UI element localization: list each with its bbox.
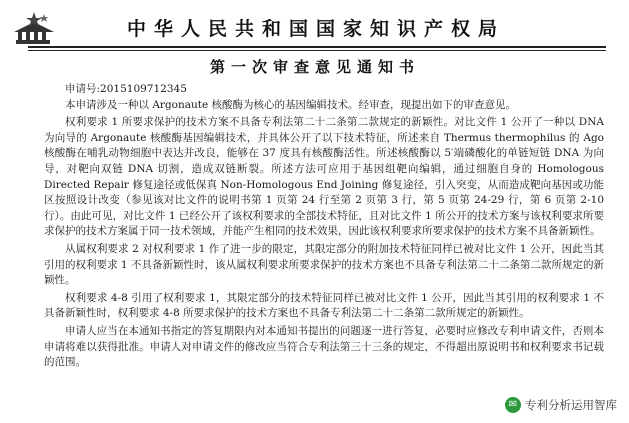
paragraph-claims-4-8: 权利要求 4-8 引用了权利要求 1，其限定部分的技术特征同样已被对比文件 1 公开，因此当其引用的权利要求 1 不具备新颖性时，权利要求 4-8 所要求保护的技术方案也不具备专利法第二十二条第二款所规定的新颖性。 [44, 291, 604, 320]
wechat-icon: ✉ [505, 397, 521, 413]
office-title: 中华人民共和国国家知识产权局 [126, 18, 505, 40]
watermark-text: 专利分析运用智库 [525, 398, 617, 412]
notice-body [44, 82, 604, 373]
watermark [501, 393, 621, 417]
office-emblem-icon [14, 10, 58, 48]
paragraph-intro: 本申请涉及一种以 Argonaute 核酸酶为核心的基因编辑技术。经审查，现提出如下的审查意见。 [65, 98, 517, 111]
paragraph-claim-2: 从属权利要求 2 对权利要求 1 作了进一步的限定，其限定部分的附加技术特征同样已被对比文件 1 公开，因此当其引用的权利要求 1 不具备新颖性时，该从属权利要求所要求保护的技术方案也不具备专利法第二十二条第二款所规定的新颖性。 [44, 242, 604, 287]
notice-title: 第一次审查意见通知书 [209, 58, 420, 76]
paragraph-response-instructions: 申请人应当在本通知书指定的答复期限内对本通知书提出的问题逐一进行答复，必要时应修改专利申请文件，否则本申请将难以获得批准。申请人对申请文件的修改应当符合专利法第三十三条的规定，不得超出原说明书和权利要求书记载的范围。 [44, 324, 604, 369]
application-number: 申请号:2015109712345 [65, 83, 187, 95]
header-rule [28, 46, 606, 48]
paragraph-claim-1: 权利要求 1 所要求保护的技术方案不具备专利法第二十二条第二款规定的新颖性。对比文件 1 公开了一种以 DNA 为向导的 Argonaute 核酸酶基因编辑技术，并具体公开了以下技术特征，所述来自 Thermus thermophilus 的 Ago 核酸酶在哺乳动物细胞中表达并改良，能够在 37 度具有核酸酶活性。所述核酸酶以 5′端磷酸化的单链短链 DNA 为向导，对靶向双链 DNA 切割，造成双链断裂。所述方法可应用于基因组靶向编辑，通过细胞自身的 Homologous Directed Repair 修复途径或低保真 Non-Homologous End Joining 修复途径，引入突变，从而造成靶向基因或功能区按照设计改变（参见该对比文件的说明书第 1 页第 24 行至第 2 页第 3 行，第 5 页第 24-29 行，第 6 页第 2-10 行）。由此可见，对比文件 1 已经公开了该权利要求的全部技术特征，且对比文件 1 所公开的技术方案与该权利要求所要求保护的技术方案属于同一技术领域，并能产生相同的技术效果，因此该权利要求所要求保护的技术方案不具备新颖性。 [44, 116, 604, 238]
header-rule-thin [28, 50, 606, 51]
